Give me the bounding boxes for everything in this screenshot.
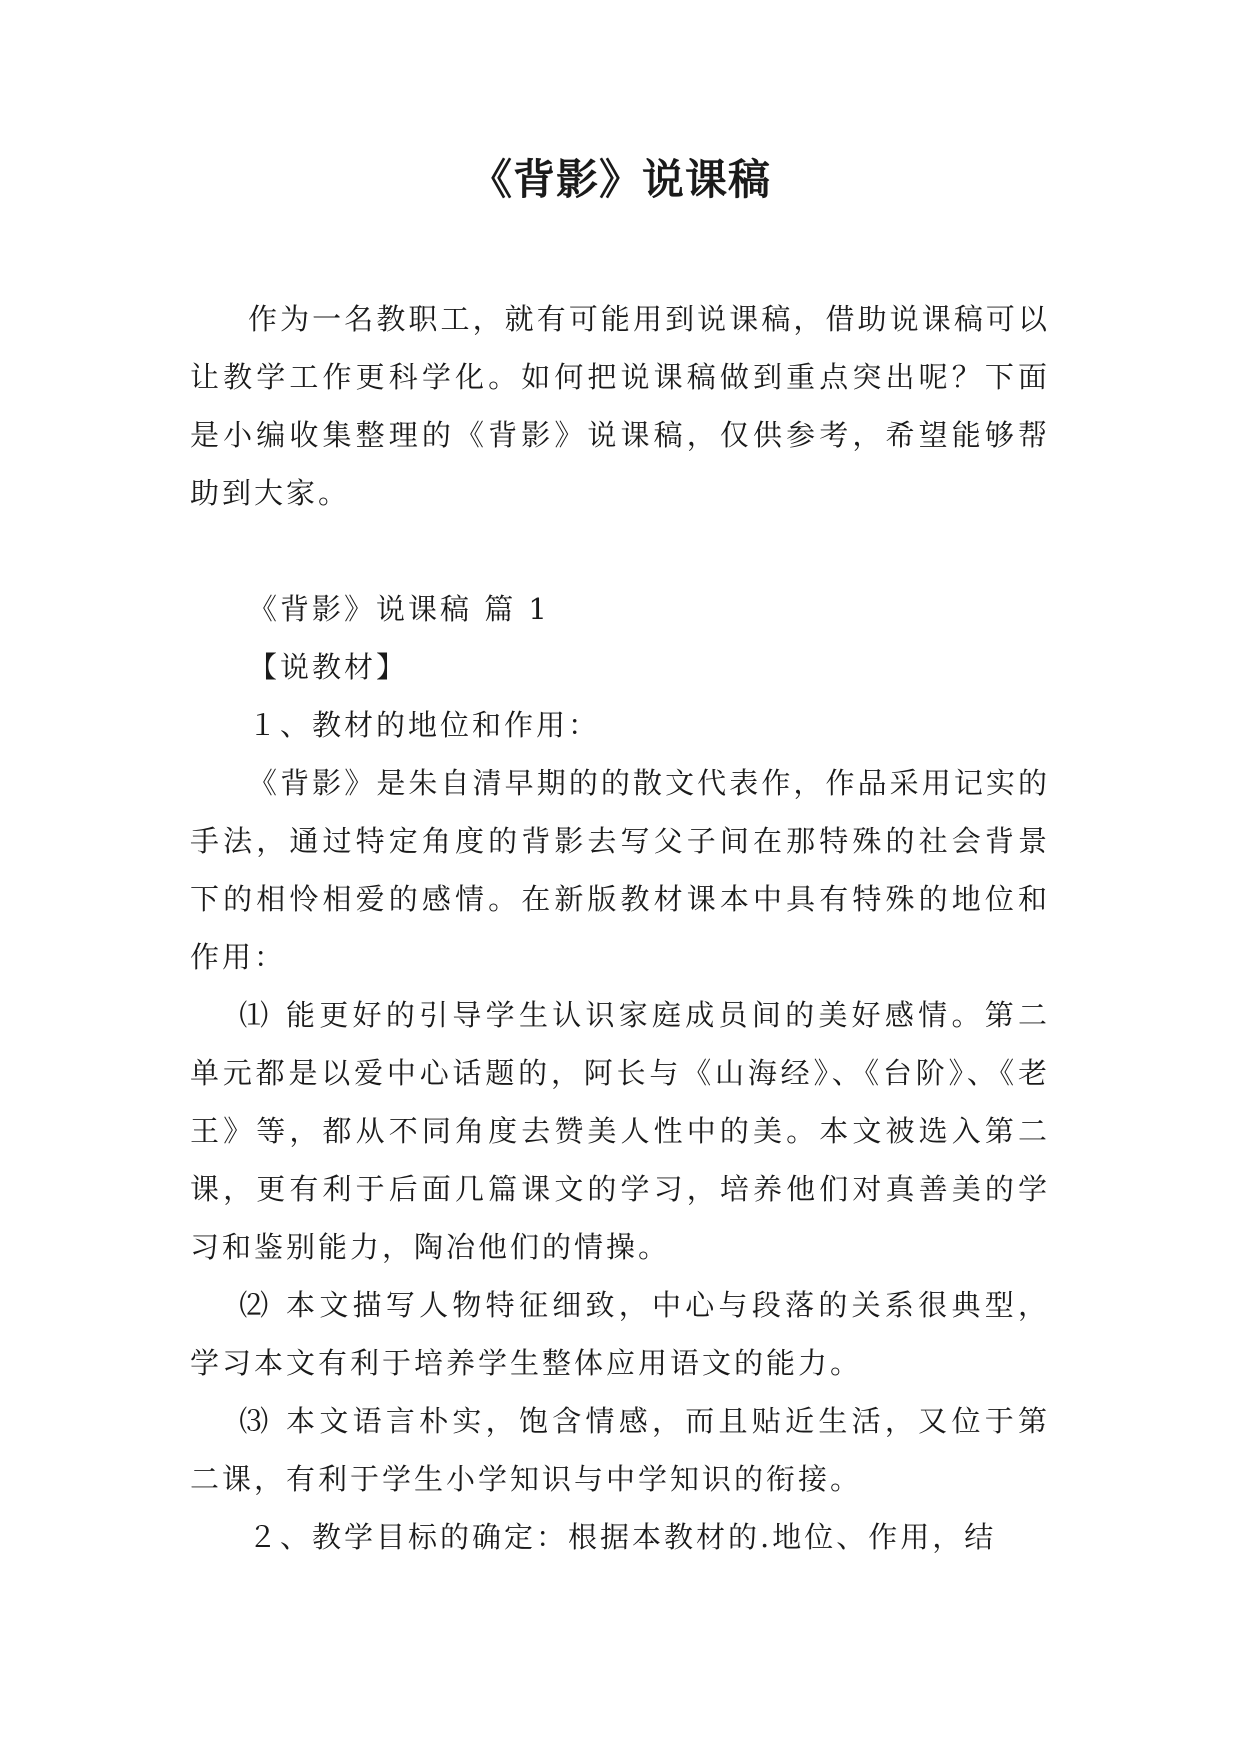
list-item: ⑴ 能更好的引导学生认识家庭成员间的美好感情。第二单元都是以爱中心话题的，阿长与《山海经》、《台阶》、《老王》等，都从不同角度去赞美人性中的美。本文被选入第二课，更有利于后面几篇课文的学习，培养他们对真善美的学习和鉴别能力，陶冶他们的情操。: [190, 998, 1050, 1264]
section-heading: 《背影》说课稿 篇 1: [248, 592, 550, 626]
list-item: ⑶ 本文语言朴实，饱含情感，而且贴近生活，又位于第二课，有利于学生小学知识与中学知识的衔接。: [190, 1404, 1050, 1496]
point-heading: １、教材的地位和作用：: [248, 708, 601, 742]
intro-paragraph: 作为一名教职工，就有可能用到说课稿，借助说课稿可以让教学工作更科学化。如何把说课稿做到重点突出呢？下面是小编收集整理的《背影》说课稿，仅供参考，希望能够帮助到大家。: [190, 302, 1050, 510]
point-paragraph: ２、教学目标的确定：根据本教材的.地位、作用，结: [248, 1520, 997, 1554]
document-title: 《背影》说课稿: [469, 155, 771, 204]
list-item: ⑵ 本文描写人物特征细致，中心与段落的关系很典型，学习本文有利于培养学生整体应用语文的能力。: [190, 1288, 1050, 1380]
document-body: [190, 290, 1050, 1566]
subheading: 【说教材】: [248, 650, 409, 684]
point-paragraph: 《背影》是朱自清早期的的散文代表作，作品采用记实的手法，通过特定角度的背影去写父子间在那特殊的社会背景下的相怜相爱的感情。在新版教材课本中具有特殊的地位和作用：: [190, 766, 1050, 974]
